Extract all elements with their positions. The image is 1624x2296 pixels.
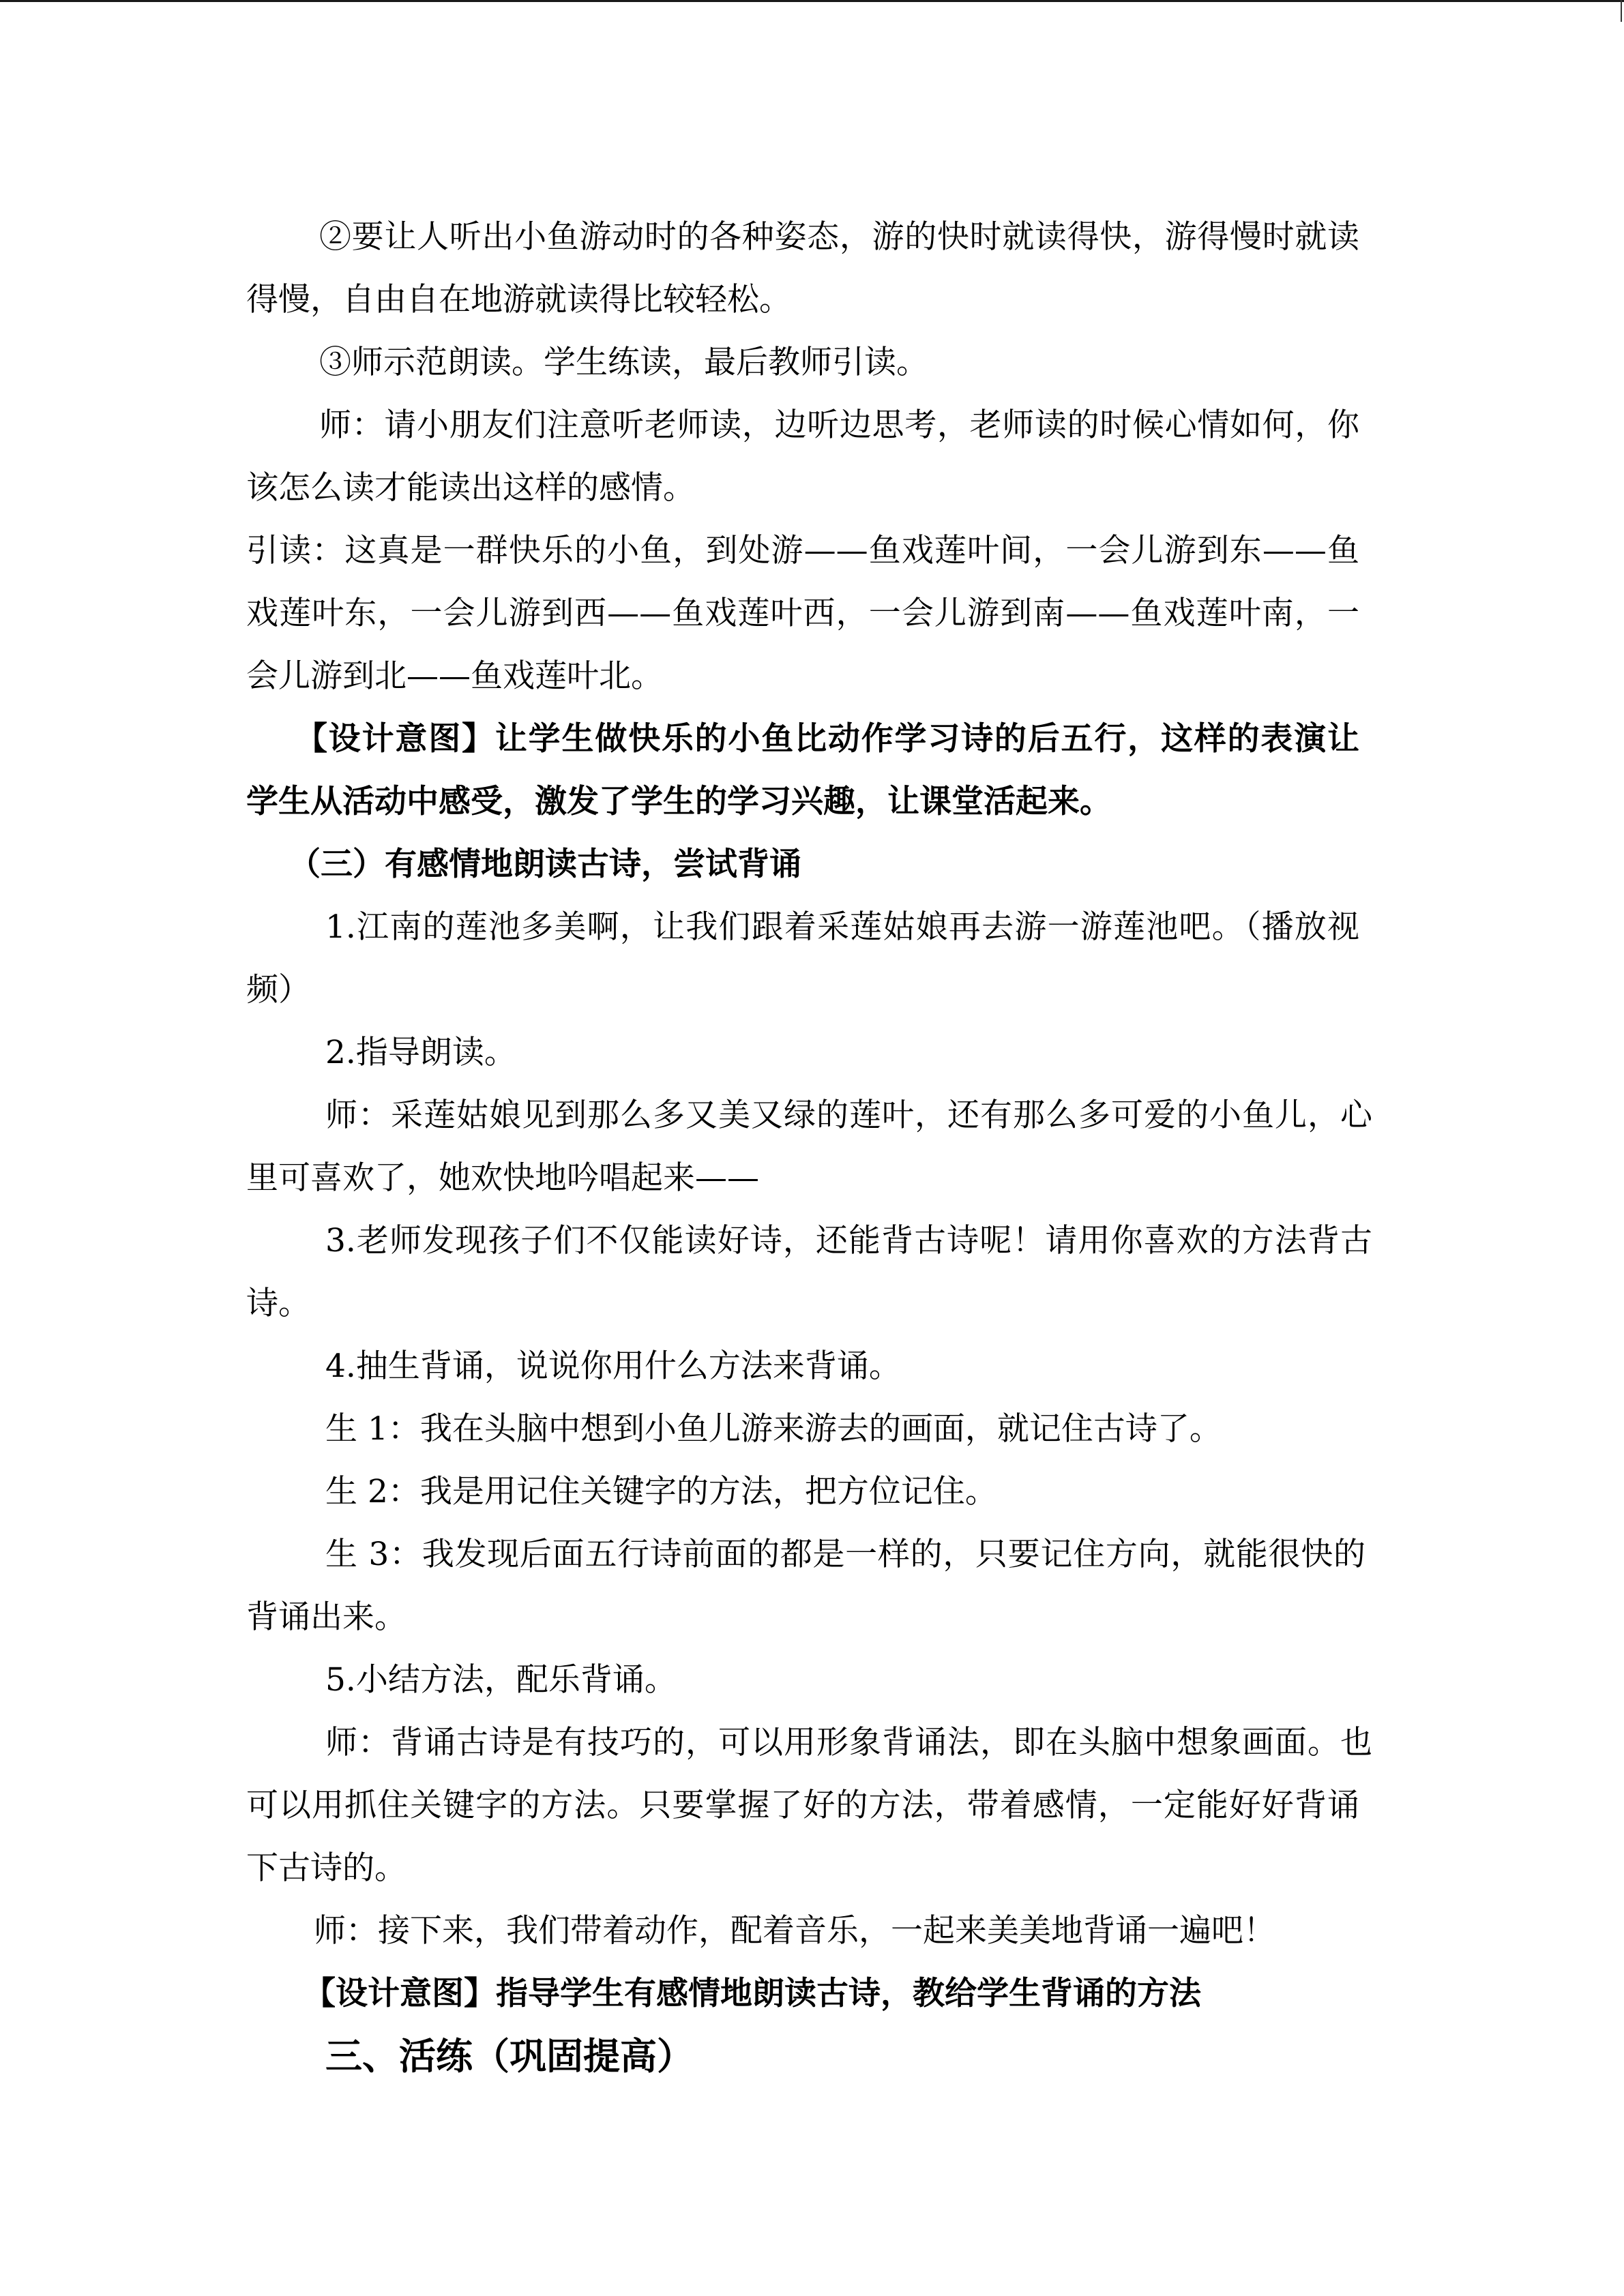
text-line: 可以用抓住关键字的方法。只要掌握了好的方法，带着感情，一定能好好背诵 — [246, 1787, 1359, 1824]
text-line: ③师示范朗读。学生练读，最后教师引读。 — [319, 344, 928, 381]
text-line: 诗。 — [246, 1285, 310, 1322]
student-3-answer — [246, 1523, 1365, 1649]
text-line: 【设计意图】指导学生有感情地朗读古诗，教给学生背诵的方法 — [304, 1975, 1201, 2012]
text-line: 生 2：我是用记住关键字的方法，把方位记住。 — [325, 1473, 997, 1510]
text-line: 师：请小朋友们注意听老师读，边听边思考，老师读的时候心情如何，你 — [319, 406, 1359, 444]
text-line: 师：背诵古诗是有技巧的，可以用形象背诵法，即在头脑中想象画面。也 — [325, 1724, 1372, 1761]
paragraph-teacher-summary — [246, 1712, 1372, 1900]
text-line: 背诵出来。 — [246, 1598, 407, 1636]
text-line: 【设计意图】让学生做快乐的小鱼比动作学习诗的后五行，这样的表演让 — [295, 720, 1359, 758]
text-line: 引读：这真是一群快乐的小鱼，到处游——鱼戏莲叶间，一会儿游到东——鱼 — [246, 532, 1359, 569]
step-3-paragraph — [246, 1210, 1372, 1335]
step-2-paragraph — [246, 1022, 1359, 1084]
text-line: 得慢，自由自在地游就读得比较轻松。 — [246, 281, 791, 318]
text-line: 学生从活动中感受，激发了学生的学习兴趣，让课堂活起来。 — [246, 783, 1112, 820]
text-line: 下古诗的。 — [246, 1849, 407, 1887]
text-line: 3.老师发现孩子们不仅能读好诗，还能背古诗呢！请用你喜欢的方法背古 — [325, 1222, 1372, 1259]
paragraph-reading-tip-3 — [246, 331, 1359, 394]
document-body — [246, 206, 1372, 2088]
text-line: 师：接下来，我们带着动作，配着音乐，一起来美美地背诵一遍吧！ — [314, 1912, 1275, 1950]
text-line: ②要让人听出小鱼游动时的各种姿态，游的快时就读得快，游得慢时就读 — [319, 218, 1359, 256]
page-top-border — [0, 0, 1624, 2]
text-line: 会儿游到北——鱼戏莲叶北。 — [246, 657, 663, 695]
text-line: 里可喜欢了，她欢快地吟唱起来—— — [246, 1159, 759, 1197]
student-2-answer — [246, 1461, 1359, 1523]
text-line: （三）有感情地朗读古诗，尝试背诵 — [289, 846, 801, 883]
student-1-answer — [246, 1398, 1359, 1461]
text-line: 1.江南的莲池多美啊，让我们跟着采莲姑娘再去游一游莲池吧。（播放视 — [325, 908, 1359, 946]
paragraph-reading-tip-2 — [246, 206, 1359, 331]
step-5-paragraph — [246, 1649, 1359, 1712]
paragraph-teacher-prompt — [246, 394, 1359, 520]
text-line: 生 1：我在头脑中想到小鱼儿游来游去的画面，就记住古诗了。 — [325, 1410, 1222, 1448]
text-line: 师：采莲姑娘见到那么多又美又绿的莲叶，还有那么多可爱的小鱼儿，心 — [325, 1097, 1372, 1134]
step-1-paragraph — [246, 896, 1359, 1022]
text-line: 戏莲叶东，一会儿游到西——鱼戏莲叶西，一会儿游到南——鱼戏莲叶南，一 — [246, 595, 1359, 632]
subsection-heading — [246, 833, 1359, 896]
step-4-paragraph — [246, 1335, 1359, 1398]
paragraph-guided-reading — [246, 520, 1359, 708]
text-line: 该怎么读才能读出这样的感情。 — [246, 469, 695, 507]
text-line: 5.小结方法，配乐背诵。 — [325, 1661, 677, 1699]
section-heading — [246, 2025, 1359, 2088]
paragraph-teacher-lotus — [246, 1084, 1372, 1210]
text-line: 频） — [246, 971, 310, 1009]
paragraph-teacher-closing — [246, 1900, 1359, 1963]
page-corner-mark — [1621, 0, 1622, 22]
text-line: 三、活练（巩固提高） — [325, 2035, 694, 2078]
design-intent-note-2 — [246, 1963, 1359, 2025]
text-line: 生 3：我发现后面五行诗前面的都是一样的，只要记住方向，就能很快的 — [325, 1536, 1365, 1573]
text-line: 2.指导朗读。 — [325, 1034, 516, 1071]
text-line: 4.抽生背诵，说说你用什么方法来背诵。 — [325, 1347, 901, 1385]
design-intent-note — [246, 708, 1359, 833]
